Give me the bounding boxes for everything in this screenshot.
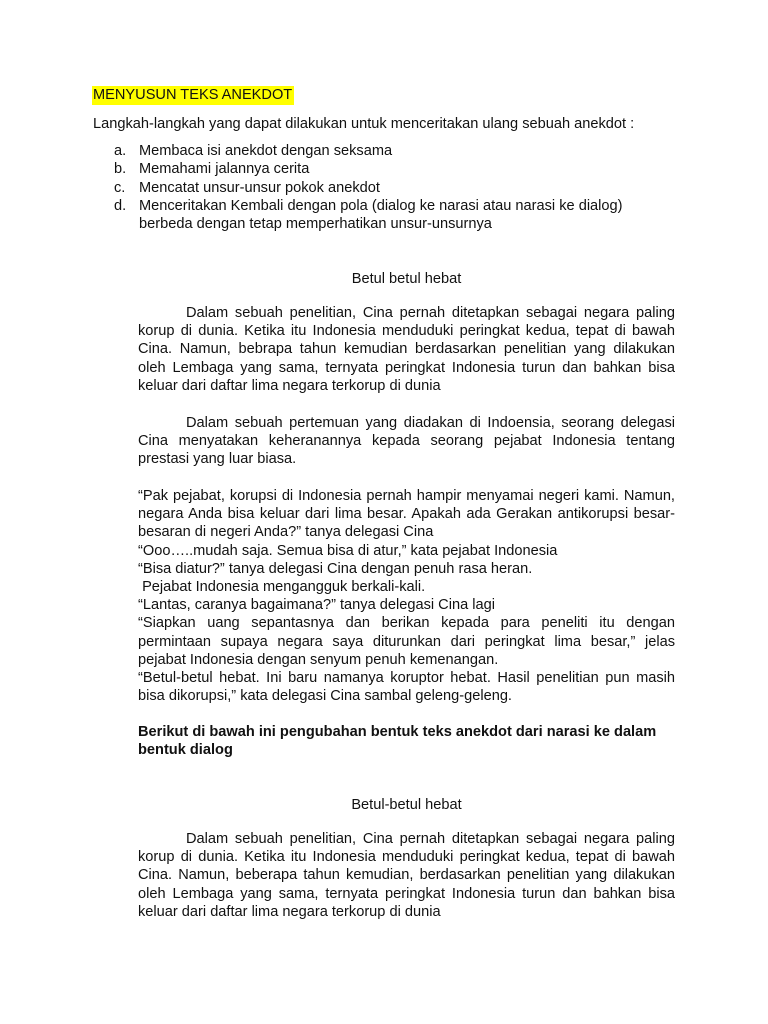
list-marker: d. bbox=[114, 197, 127, 214]
dialog-line: Pejabat Indonesia mengangguk berkali-kali. bbox=[138, 579, 426, 596]
steps-list bbox=[93, 142, 693, 233]
dialog-block bbox=[138, 487, 675, 705]
list-marker: b. bbox=[114, 161, 127, 178]
list-item-text: Memahami jalannya cerita bbox=[139, 161, 310, 178]
document-title: MENYUSUN TEKS ANEKDOT bbox=[93, 87, 293, 103]
story-paragraph: Dalam sebuah pertemuan yang diadakan di Indoensia, seorang delegasi Cina menyatakan keheranannya kepada seorang pejabat Indonesia tentang prestasi yang luar biasa. bbox=[138, 415, 675, 468]
list-item-text: Mencatat unsur-unsur pokok anekdot bbox=[139, 179, 380, 196]
list-item bbox=[93, 160, 693, 178]
list-item-text: Membaca isi anekdot dengan seksama bbox=[139, 143, 393, 159]
list-item bbox=[93, 142, 693, 160]
list-item bbox=[93, 197, 693, 234]
story-title: Betul betul hebat bbox=[351, 271, 462, 287]
story-title: Betul-betul hebat bbox=[351, 797, 462, 813]
dialog-line: “Betul-betul hebat. Ini baru namanya koruptor hebat. Hasil penelitian pun masih bisa dikorupsi,” kata delegasi Cina sambal geleng-geleng. bbox=[138, 670, 675, 705]
section-note: Berikut di bawah ini pengubahan bentuk teks anekdot dari narasi ke dalam bentuk dialog bbox=[138, 724, 657, 759]
story-paragraph: Dalam sebuah penelitian, Cina pernah ditetapkan sebagai negara paling korup di dunia. Ketika itu Indonesia menduduki peringkat kedua, tepat di bawah Cina. Namun, beberapa tahun kemudian, berdasarkan penelitian yang dilakukan oleh Lembaga yang sama, ternyata peringkat Indonesia turun dan bahkan bisa keluar dari daftar lima negara terkorup di dunia bbox=[138, 831, 675, 920]
list-item-text: Menceritakan Kembali dengan pola (dialog ke narasi atau narasi ke dialog) berbeda dengan tetap memperhatikan unsur-unsurnya bbox=[139, 197, 623, 233]
list-marker: c. bbox=[114, 179, 126, 196]
list-item bbox=[93, 179, 693, 197]
dialog-line: “Lantas, caranya bagaimana?” tanya delegasi Cina lagi bbox=[138, 597, 495, 614]
list-marker: a. bbox=[114, 143, 127, 159]
dialog-line: “Ooo…..mudah saja. Semua bisa di atur,” kata pejabat Indonesia bbox=[138, 542, 558, 559]
intro-text: Langkah-langkah yang dapat dilakukan untuk menceritakan ulang sebuah anekdot : bbox=[93, 116, 635, 132]
dialog-line: “Siapkan uang sepantasnya dan berikan kepada para peneliti itu dengan permintaan supaya negara saya diturunkan dari peringkat lima besar,” jelas pejabat Indonesia dengan senyum penuh kemenangan. bbox=[138, 615, 675, 668]
dialog-line: “Bisa diatur?” tanya delegasi Cina dengan penuh rasa heran. bbox=[138, 560, 533, 577]
dialog-line: “Pak pejabat, korupsi di Indonesia pernah hampir menyamai negeri kami. Namun, negara Anda bisa keluar dari lima besar. Apakah ada Gerakan antikorupsi besar-besaran di negeri Anda?” tanya delegasi Cina bbox=[138, 488, 675, 541]
story-paragraph: Dalam sebuah penelitian, Cina pernah ditetapkan sebagai negara paling korup di dunia. Ketika itu Indonesia menduduki peringkat kedua, tepat di bawah Cina. Namun, bebrapa tahun kemudian berdasarkan penelitian yang dilakukan oleh Lembaga yang sama, ternyata peringkat Indonesia turun dan bahkan bisa keluar dari daftar lima negara terkorup di dunia bbox=[138, 305, 675, 394]
